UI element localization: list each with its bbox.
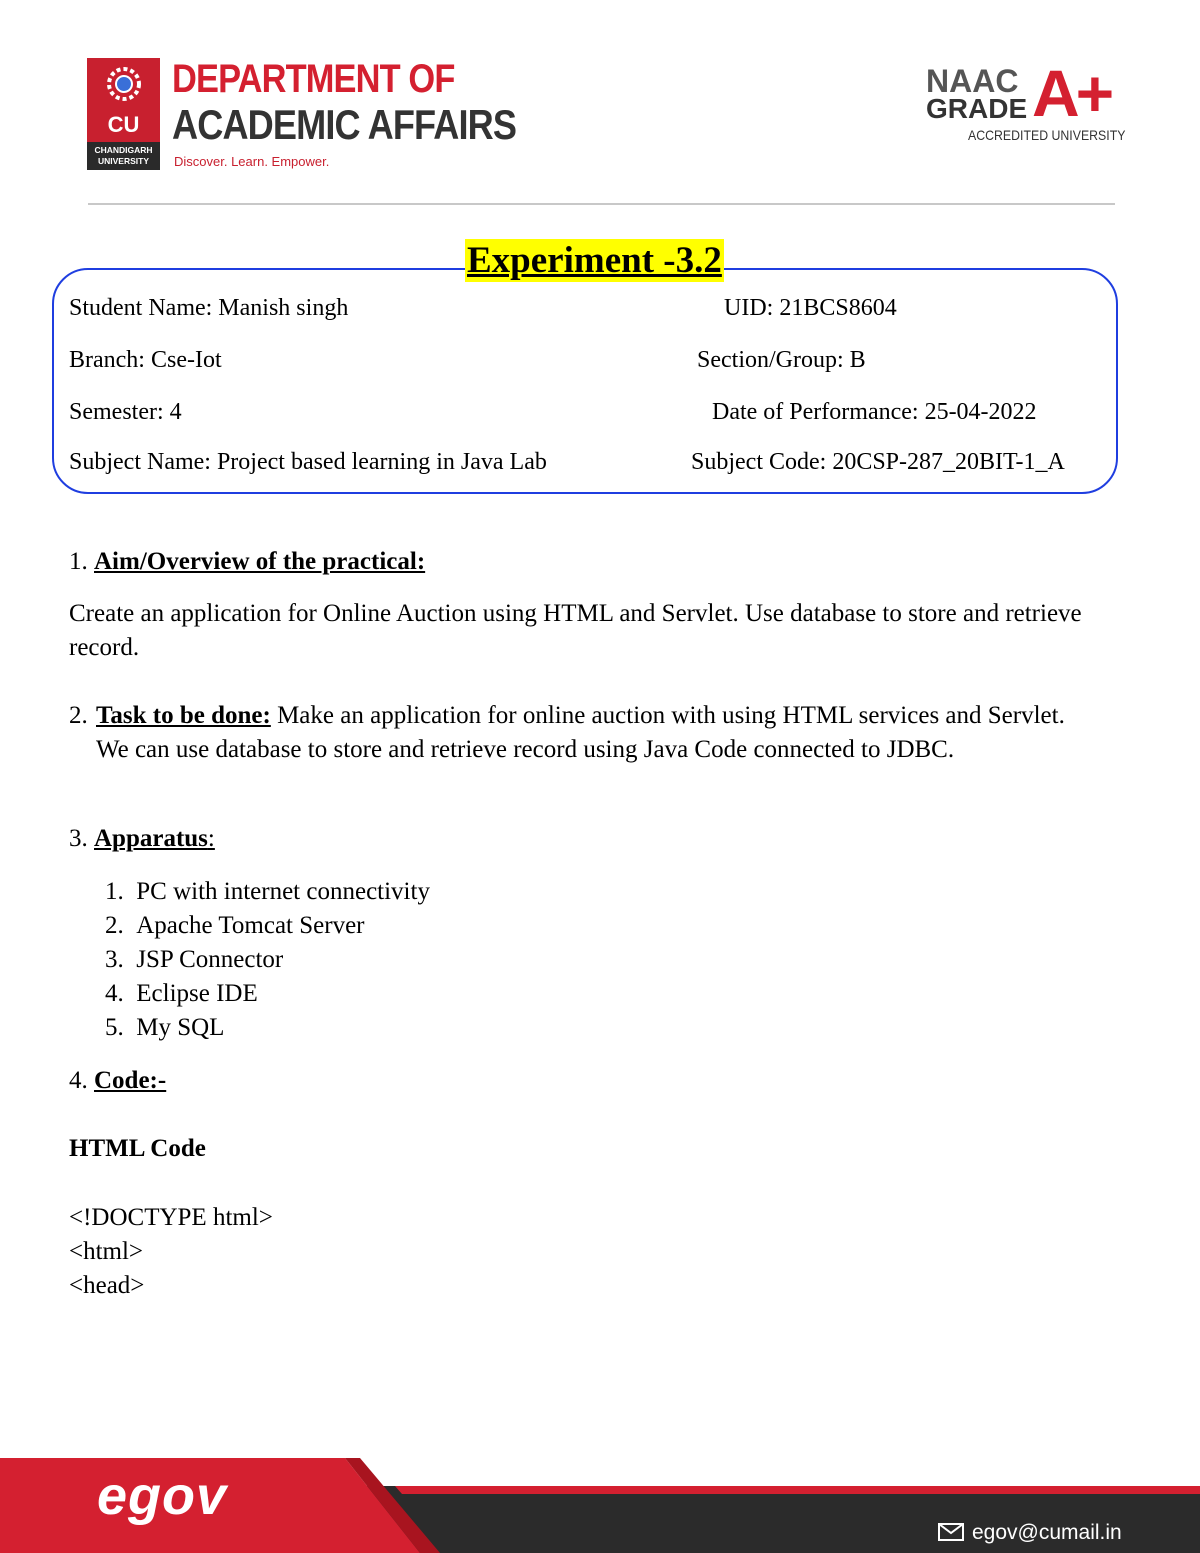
apparatus-item-1: 1. PC with internet connectivity — [105, 878, 430, 905]
code-line: <!DOCTYPE html> — [69, 1204, 273, 1231]
header-divider — [88, 203, 1115, 205]
apparatus-item-2: 2. Apache Tomcat Server — [105, 912, 365, 939]
code-line: <html> — [69, 1238, 144, 1265]
naac-label: NAAC — [926, 63, 1019, 99]
dept-title-line1: DEPARTMENT OF — [172, 57, 455, 101]
student-section: Section/Group: B — [697, 347, 866, 373]
apparatus-item-3: 3. JSP Connector — [105, 946, 284, 973]
experiment-title: Experiment -3.2 — [467, 240, 722, 281]
section-2-body: Task to be done: Make an application for online auction with using HTML services and Servlet. We can use database to store and retrieve record using Java Code connected to JDBC. — [96, 702, 1065, 763]
section-4-heading: 4. Code:- — [69, 1067, 167, 1094]
section-2-number: 2. — [69, 702, 88, 729]
section-1-body: Create an application for Online Auction using HTML and Servlet. Use database to store and retrieve record. — [69, 600, 1082, 661]
naac-grade-value: A+ — [1032, 56, 1111, 130]
subject-name: Subject Name: Project based learning in Java Lab — [69, 449, 547, 475]
dept-title-line2: ACADEMIC AFFAIRS — [172, 101, 517, 148]
code-line: <head> — [69, 1272, 145, 1299]
cu-emblem-icon — [104, 64, 144, 104]
student-name: Student Name: Manish singh — [69, 295, 349, 321]
naac-grade-label: GRADE — [926, 93, 1028, 124]
semester: Semester: 4 — [69, 399, 182, 425]
egov-logo: egov — [97, 1466, 228, 1526]
cu-logo-subtitle: CHANDIGARH UNIVERSITY — [87, 142, 160, 170]
student-branch: Branch: Cse-Iot — [69, 347, 222, 373]
cu-logo-letters: CU — [107, 112, 140, 137]
naac-accredited: ACCREDITED UNIVERSITY — [968, 127, 1126, 143]
apparatus-item-4: 4. Eclipse IDE — [105, 980, 258, 1007]
section-1-heading: 1. Aim/Overview of the practical: — [69, 548, 426, 575]
date-of-performance: Date of Performance: 25-04-2022 — [712, 399, 1037, 425]
section-2-heading: Task to be done: — [96, 702, 271, 729]
section-3-heading: 3. Apparatus: — [69, 825, 215, 852]
dept-tagline: Discover. Learn. Empower. — [174, 154, 330, 169]
student-uid: UID: 21BCS8604 — [724, 295, 897, 321]
footer-email: egov@cumail.in — [972, 1521, 1122, 1544]
mail-icon — [938, 1523, 964, 1541]
html-code-heading: HTML Code — [69, 1135, 206, 1162]
apparatus-item-5: 5. My SQL — [105, 1014, 225, 1041]
subject-code: Subject Code: 20CSP-287_20BIT-1_A — [691, 449, 1065, 475]
